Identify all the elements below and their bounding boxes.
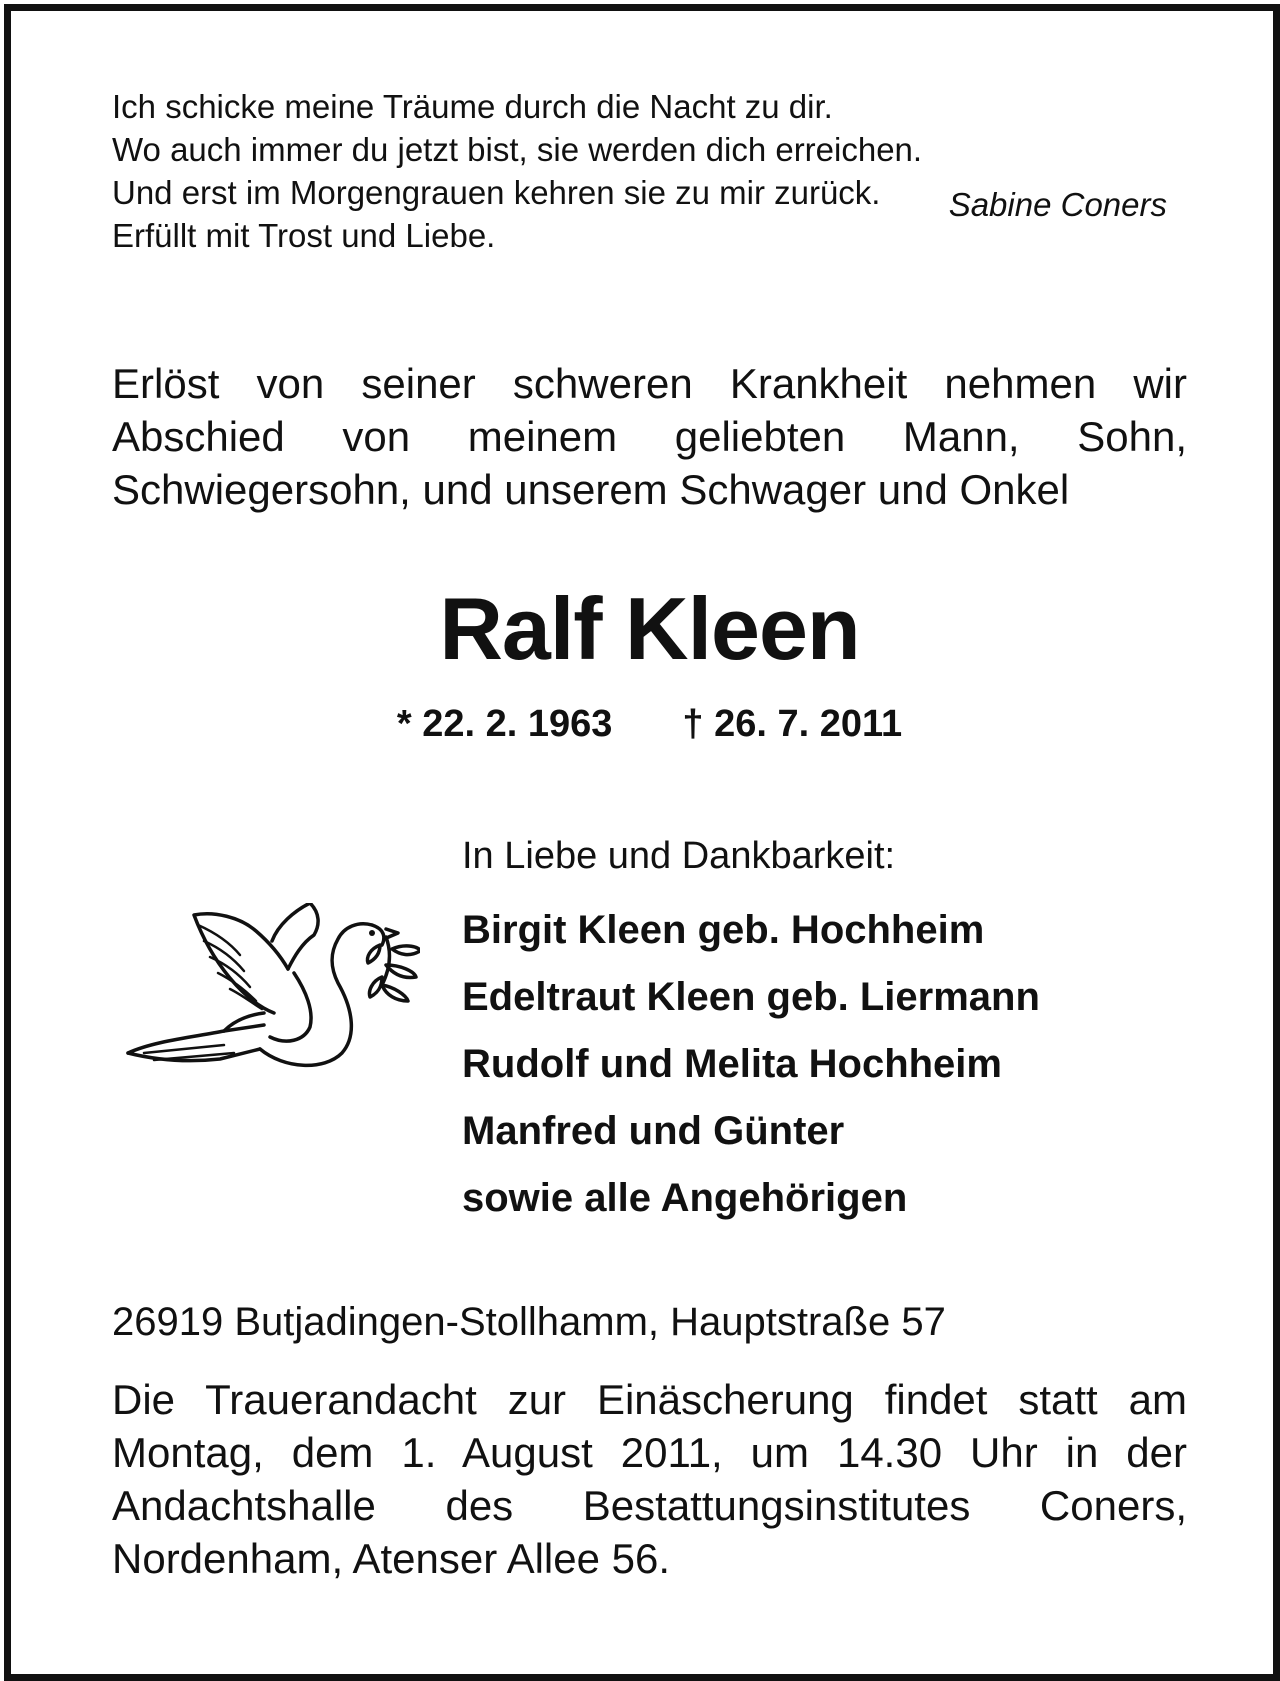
service-line: Andachtshalle des Bestattungsinstitutes Coners, bbox=[112, 1482, 1187, 1529]
intro-line: Schwiegersohn, und unserem Schwager und Onkel bbox=[112, 466, 1070, 513]
mourner-name: Manfred und Günter bbox=[462, 1109, 845, 1153]
birth-date: * 22. 2. 1963 bbox=[396, 703, 613, 745]
death-date: † 26. 7. 2011 bbox=[682, 703, 903, 745]
mourner-name: Birgit Kleen geb. Hochheim bbox=[462, 908, 985, 952]
service-line: Montag, dem 1. August 2011, um 14.30 Uhr in der bbox=[112, 1429, 1187, 1476]
mourner-name: sowie alle Angehörigen bbox=[462, 1176, 908, 1220]
service-line: Die Trauerandacht zur Einäscherung findet statt am bbox=[112, 1376, 1187, 1423]
intro-line: Abschied von meinem geliebten Mann, Sohn, bbox=[112, 413, 1187, 460]
mourners-block bbox=[462, 831, 1182, 1232]
poem bbox=[112, 85, 1187, 257]
poem-line: Und erst im Morgengrauen kehren sie zu mir zurück. bbox=[112, 174, 881, 211]
dove-with-olive-branch-icon bbox=[124, 903, 420, 1083]
intro-line: Erlöst von seiner schweren Krankheit nehmen wir bbox=[112, 360, 1187, 407]
intro-text bbox=[112, 357, 1187, 516]
poem-author: Sabine Coners bbox=[948, 186, 1167, 223]
service-text bbox=[112, 1373, 1187, 1585]
life-dates bbox=[112, 701, 1187, 747]
deceased-name: Ralf Kleen bbox=[439, 579, 860, 678]
poem-line: Erfüllt mit Trost und Liebe. bbox=[112, 217, 496, 254]
poem-line: Wo auch immer du jetzt bist, sie werden dich erreichen. bbox=[112, 131, 923, 168]
poem-line: Ich schicke meine Träume durch die Nacht zu dir. bbox=[112, 88, 833, 125]
service-line: Nordenham, Atenser Allee 56. bbox=[112, 1535, 671, 1582]
mourners-lead: In Liebe und Dankbarkeit: bbox=[462, 835, 896, 877]
mourner-name: Edeltraut Kleen geb. Liermann bbox=[462, 975, 1040, 1019]
mourner-name: Rudolf und Melita Hochheim bbox=[462, 1042, 1002, 1086]
notice-frame bbox=[4, 4, 1280, 1681]
family-address: 26919 Butjadingen-Stollhamm, Hauptstraße 57 bbox=[112, 1300, 946, 1344]
